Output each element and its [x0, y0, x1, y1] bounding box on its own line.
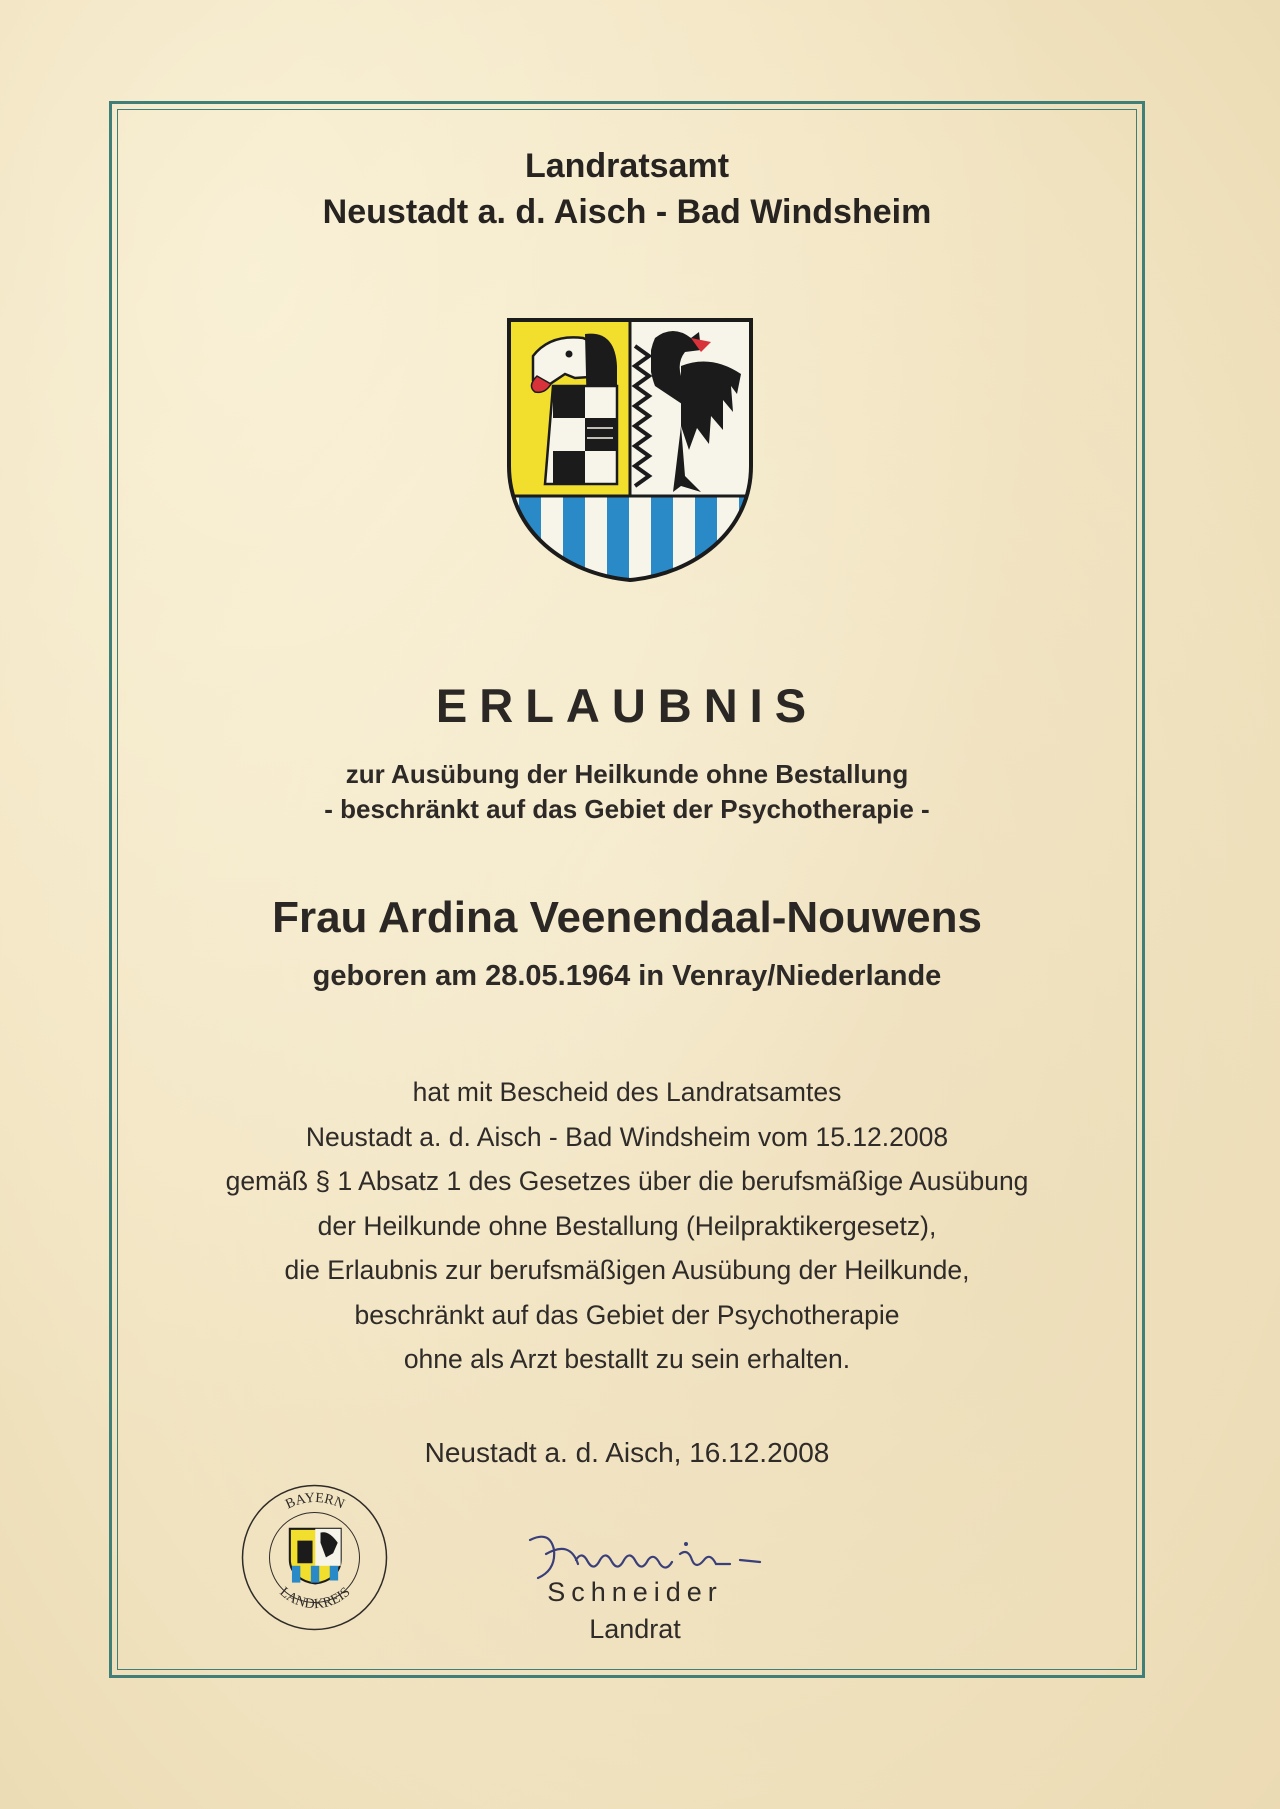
seal-text-top: BAYERN — [283, 1490, 347, 1513]
district-coat-of-arms-icon — [505, 316, 755, 584]
seal-text-bottom: LANDKREIS — [276, 1584, 354, 1613]
body-line: gemäß § 1 Absatz 1 des Gesetzes über die berufsmäßige Ausübung — [225, 1166, 1029, 1196]
body-line: hat mit Bescheid des Landratsamtes — [412, 1077, 842, 1107]
body-line: der Heilkunde ohne Bestallung (Heilpraktikergesetz), — [317, 1210, 937, 1241]
body-line: Neustadt a. d. Aisch - Bad Windsheim vom 15.12.2008 — [305, 1121, 949, 1152]
issuing-authority — [117, 143, 1137, 235]
holder-name: Frau Ardina Veenendaal-Nouwens — [272, 893, 982, 942]
body-line: beschränkt auf das Gebiet der Psychotherapie — [354, 1299, 900, 1330]
signer-name: Schneider — [547, 1577, 723, 1607]
official-seal-icon — [237, 1480, 392, 1635]
document-title: ERLAUBNIS — [435, 679, 819, 732]
holder-birth-info: geboren am 28.05.1964 in Venray/Niederlande — [312, 960, 942, 992]
body-line: ohne als Arzt bestallt zu sein erhalten. — [403, 1344, 851, 1374]
svg-text:BAYERN — [283, 1491, 346, 1513]
subtitle-line-1: zur Ausübung der Heilkunde ohne Bestallung — [345, 759, 909, 789]
authority-line-2: Neustadt a. d. Aisch - Bad Windsheim — [322, 193, 932, 231]
subtitle-line-2: - beschränkt auf das Gebiet der Psychotherapie - — [324, 794, 930, 824]
svg-text:LANDKREIS — [277, 1585, 354, 1612]
authority-line-1: Landratsamt — [524, 147, 730, 185]
place-and-date: Neustadt a. d. Aisch, 16.12.2008 — [424, 1437, 830, 1468]
document-subtitle — [117, 757, 1137, 827]
signer-role: Landrat — [589, 1614, 681, 1644]
certificate-body — [117, 1070, 1137, 1382]
body-line: die Erlaubnis zur berufsmäßigen Ausübung der Heilkunde, — [284, 1255, 970, 1285]
